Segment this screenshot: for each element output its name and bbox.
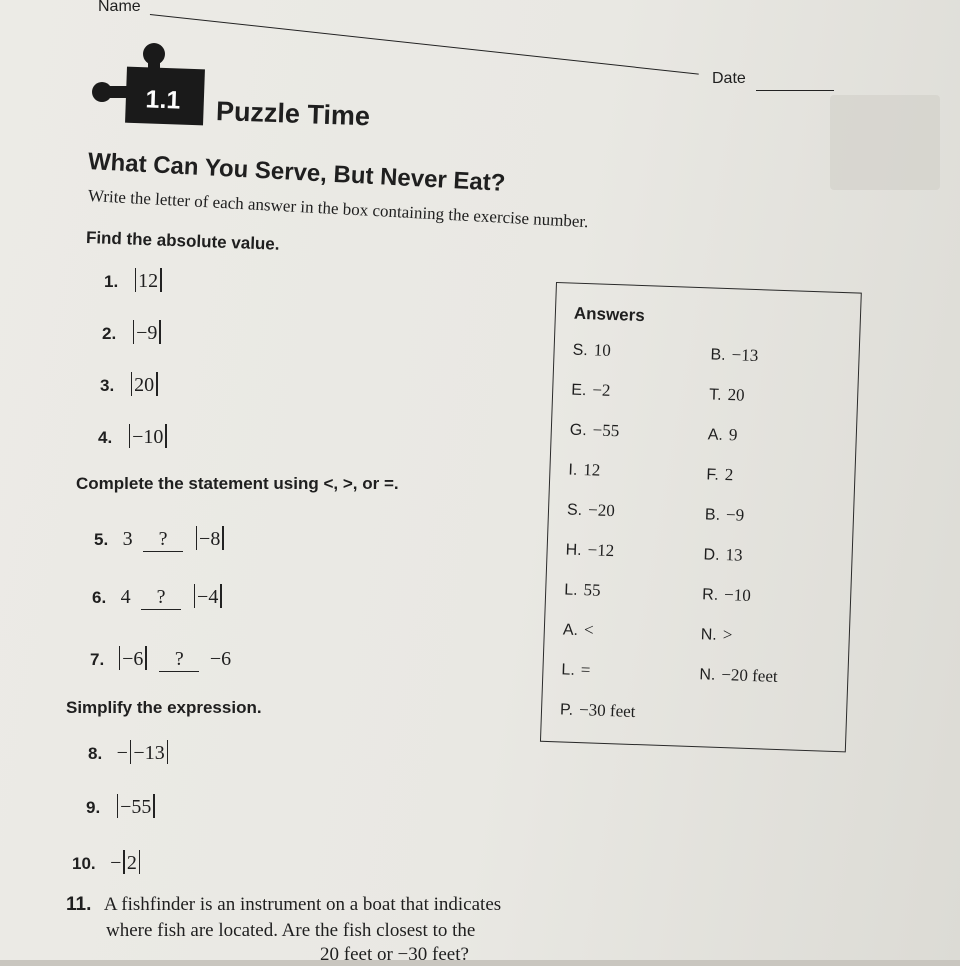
answer-letter: F.	[706, 466, 720, 484]
answer-value: 9	[728, 425, 738, 445]
name-label: Name	[98, 0, 141, 15]
section-absolute-value: Find the absolute value.	[85, 228, 280, 254]
answer-value: 55	[583, 580, 601, 600]
answer-right-5	[703, 544, 743, 565]
answer-value: −30 feet	[578, 700, 636, 722]
answer-left-0	[572, 340, 611, 361]
answer-right-1	[709, 384, 745, 405]
answer-left-2	[570, 420, 620, 442]
answer-letter: P.	[559, 701, 574, 719]
answer-right-6	[702, 584, 751, 606]
answer-letter: B.	[710, 346, 726, 364]
answer-value: −2	[592, 380, 611, 400]
answer-value: 13	[725, 545, 743, 565]
page-heading: What Can You Serve, But Never Eat?	[87, 148, 507, 197]
answer-left-9	[560, 699, 636, 722]
question-11-line3: 20 feet or −30 feet?	[320, 944, 469, 965]
answer-left-3	[568, 460, 601, 481]
answers-title: Answers	[573, 303, 646, 326]
exercise-1: 1. 12	[104, 268, 164, 293]
lesson-number: 1.1	[145, 85, 181, 115]
question-11: 11. A fishfinder is an instrument on a boat that indicates	[66, 894, 502, 915]
answer-letter: S.	[566, 501, 583, 520]
answer-letter: G.	[569, 421, 588, 440]
badge-title: Puzzle Time	[215, 96, 371, 132]
answer-left-6	[564, 579, 601, 600]
answer-value: <	[583, 620, 594, 640]
answer-letter: S.	[572, 341, 589, 360]
answer-letter: N.	[699, 666, 716, 684]
answer-letter: A.	[707, 426, 724, 444]
answer-value: >	[722, 625, 733, 645]
answer-letter: R.	[701, 586, 719, 604]
answer-letter: I.	[568, 461, 578, 479]
answer-value: 2	[724, 465, 734, 485]
answer-right-7	[700, 624, 732, 645]
instructions: Write the letter of each answer in the box containing the exercise number.	[87, 186, 589, 232]
answer-value: =	[580, 660, 591, 680]
answer-letter: D.	[703, 546, 720, 564]
answer-letter: L.	[563, 581, 578, 599]
answer-letter: H.	[565, 541, 582, 560]
exercise-10: 10. − 2	[72, 850, 142, 875]
answer-left-4	[567, 500, 615, 522]
exercise-2: 2. −9	[102, 320, 163, 345]
exercise-6: 6. 4 ? −4	[92, 584, 224, 610]
question-11-line2: where fish are located. Are the fish closest to the	[106, 920, 476, 941]
answer-value: −55	[592, 420, 620, 441]
answer-right-2	[707, 424, 737, 445]
answer-value: −20 feet	[721, 665, 779, 686]
answer-right-4	[705, 504, 745, 525]
exercise-5: 5. 3 ? −8	[94, 526, 226, 552]
answer-value: −9	[725, 505, 745, 525]
answer-value: −20	[587, 500, 616, 521]
answer-value: 12	[583, 460, 601, 480]
exercise-7: 7. −6 ? −6	[90, 648, 232, 670]
answer-left-1	[571, 380, 611, 401]
answer-letter: E.	[570, 381, 587, 400]
answer-left-7	[563, 619, 594, 640]
answer-right-0	[710, 344, 758, 366]
answer-right-8	[699, 664, 778, 687]
exercise-9: 9. −55	[86, 794, 157, 819]
answer-value: 20	[727, 385, 745, 405]
section-compare: Complete the statement using <, >, or =.	[76, 474, 399, 493]
name-line	[150, 14, 699, 75]
date-label: Date	[712, 70, 746, 87]
answer-value: −13	[731, 345, 759, 366]
answer-left-5	[565, 540, 614, 562]
answer-value: −12	[587, 540, 615, 561]
answer-letter: B.	[704, 506, 721, 524]
answer-right-3	[706, 464, 734, 485]
answer-letter: T.	[708, 386, 722, 404]
bleed-through-puzzle-shape	[830, 95, 940, 190]
exercise-4: 4. −10	[98, 424, 169, 449]
exercise-3: 3. 20	[100, 372, 160, 397]
answer-left-8	[561, 659, 591, 680]
section-simplify: Simplify the expression.	[66, 698, 262, 717]
answers-box	[540, 282, 862, 752]
answer-value: 10	[593, 340, 612, 360]
date-line	[756, 90, 834, 91]
answer-letter: L.	[561, 661, 576, 679]
exercise-8: 8. − −13	[88, 740, 170, 765]
answer-letter: N.	[700, 626, 718, 644]
answer-value: −10	[723, 585, 752, 605]
answer-letter: A.	[562, 621, 579, 639]
